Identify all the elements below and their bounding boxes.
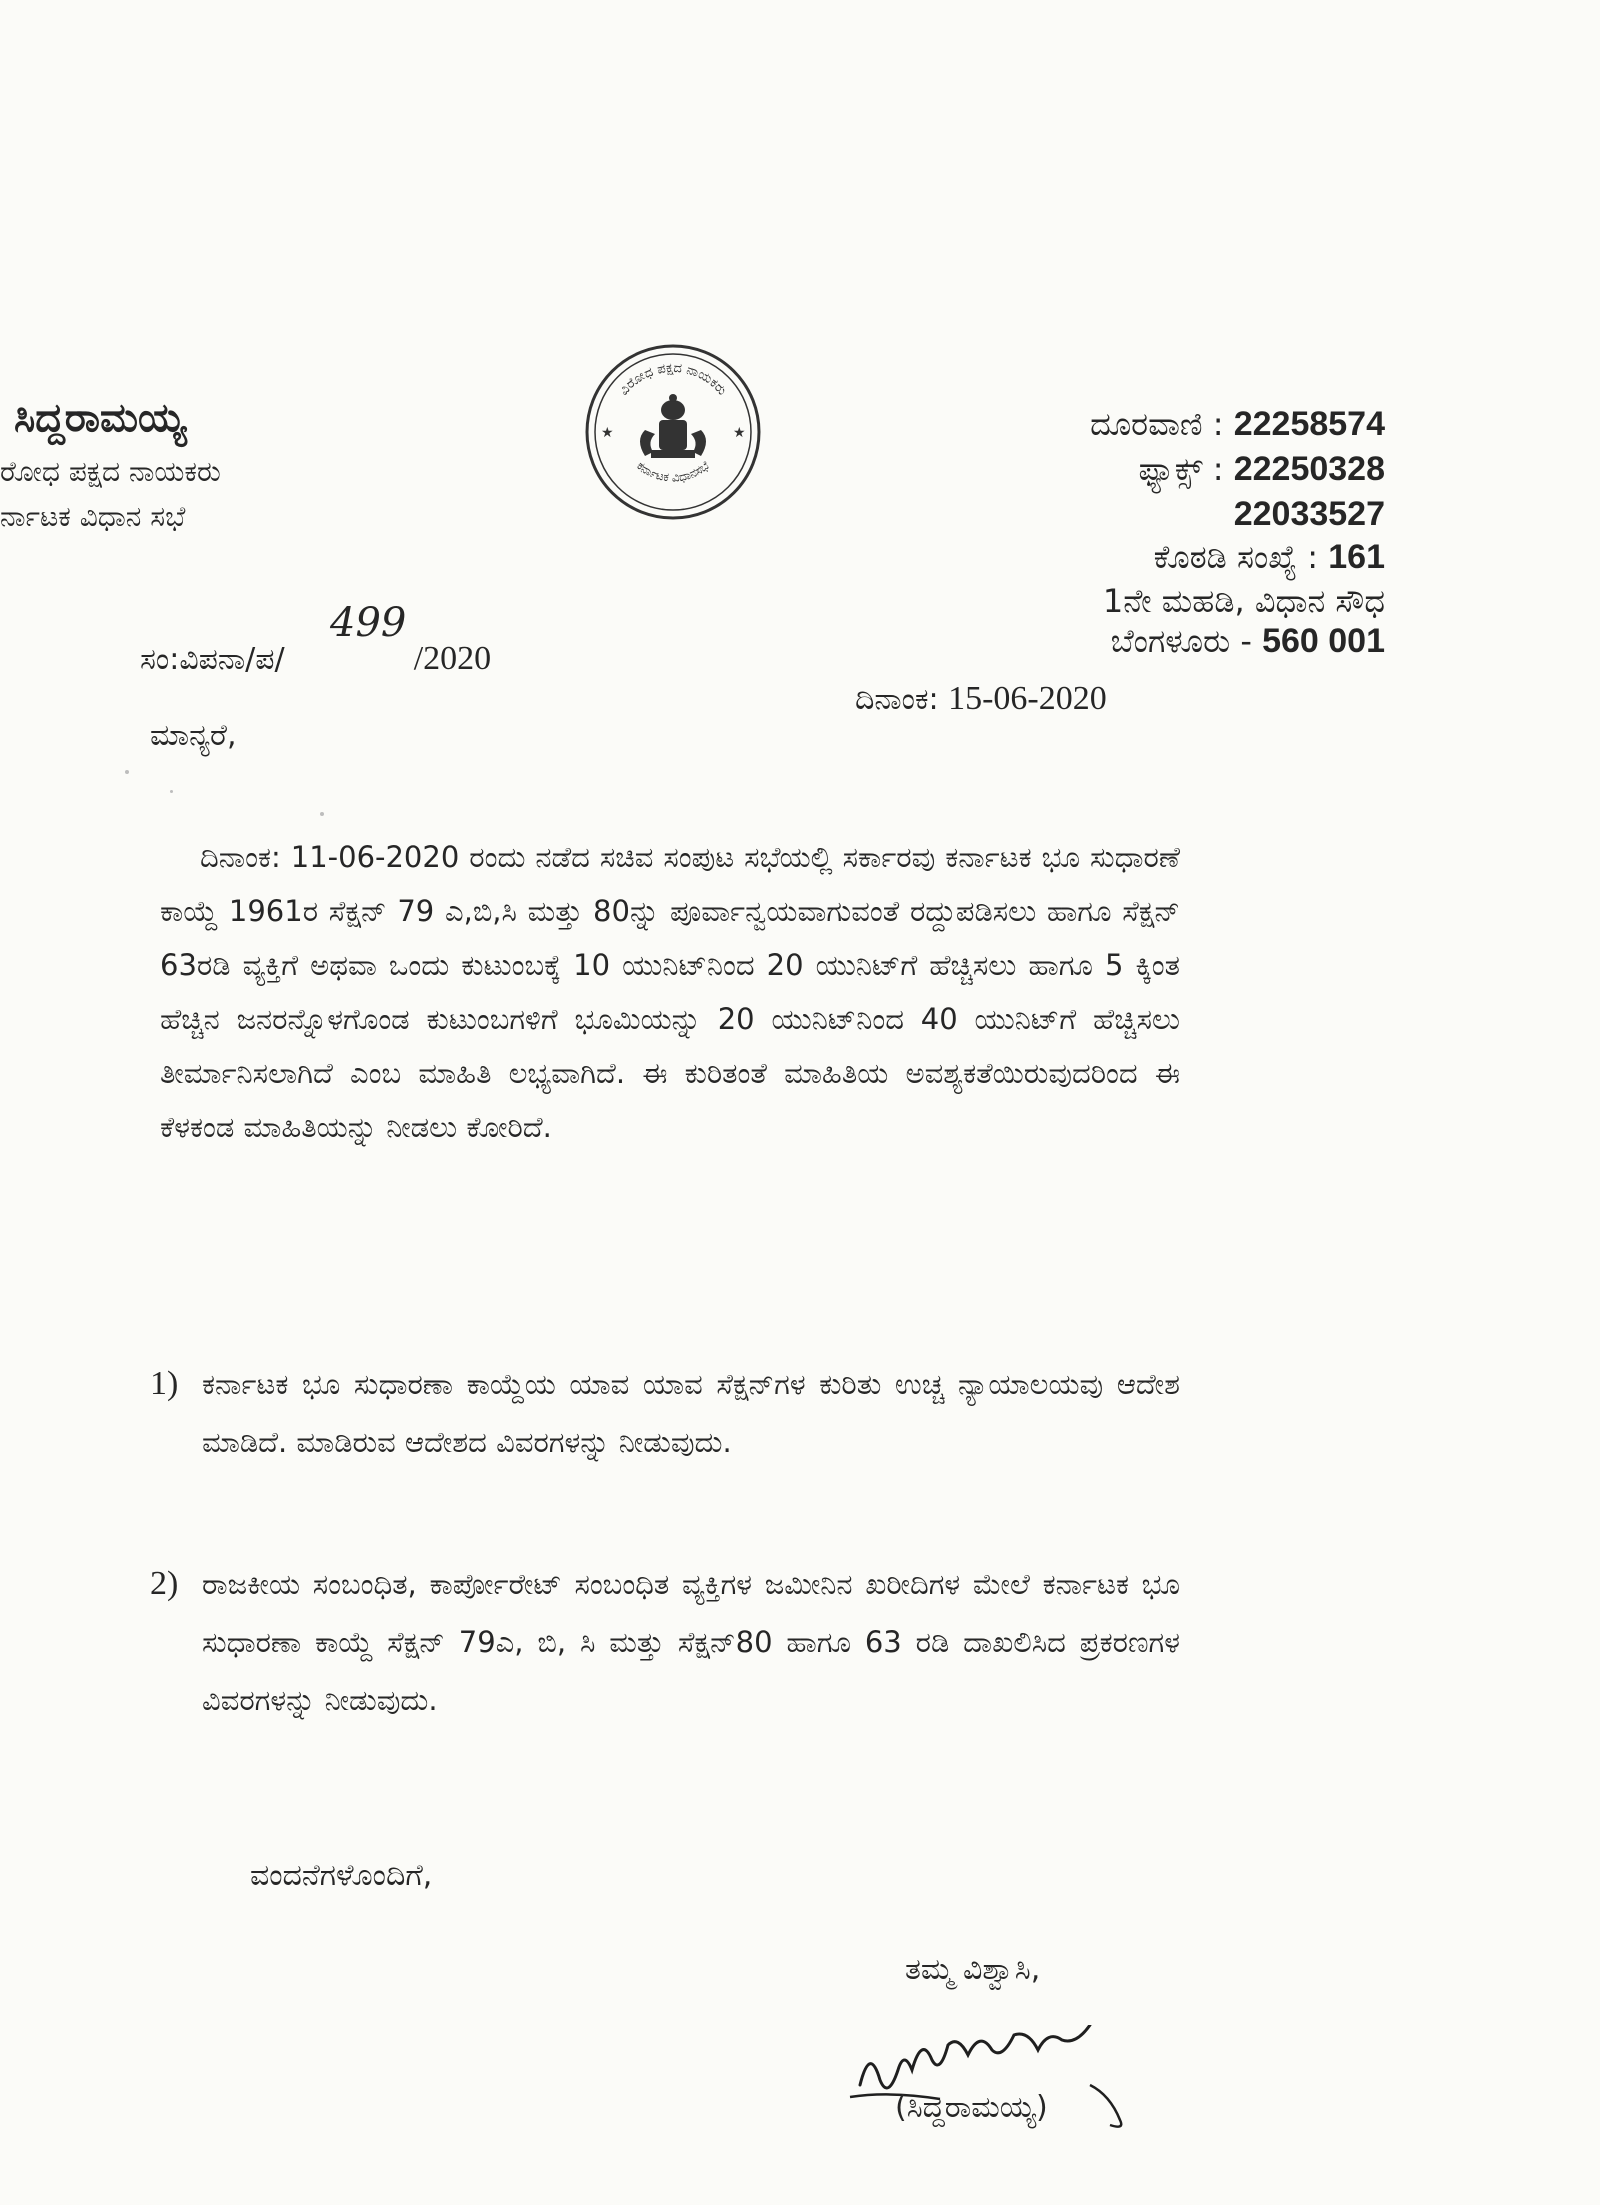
emblem-seal [583, 342, 763, 522]
fax-number-2: 22033527 [1233, 495, 1385, 533]
signatory-name: (ಸಿದ್ದರಾಮಯ್ಯ) [895, 2090, 1048, 2125]
yours-faithfully: ತಮ್ಮ ವಿಶ್ವಾಸಿ, [905, 1952, 1041, 1987]
body-paragraph: ದಿನಾಂಕ: 11-06-2020 ರಂದು ನಡೆದ ಸಚಿವ ಸಂಪುಟ ಸಭೆಯಲ್ಲಿ ಸರ್ಕಾರವು ಕರ್ನಾಟಕ ಭೂ ಸುಧಾರಣೆ ಕಾಯ್ದೆ 1961ರ ಸೆಕ್ಷನ್ 79 ಎ,ಬಿ,ಸಿ ಮತ್ತು 80ನ್ನು ಪೂರ್ವಾನ್ವಯವಾಗುವಂತೆ ರದ್ದುಪಡಿಸಲು ಹಾಗೂ ಸೆಕ್ಷನ್ 63ರಡಿ ವ್ಯಕ್ತಿಗೆ ಅಥವಾ ಒಂದು ಕುಟುಂಬಕ್ಕೆ 10 ಯುನಿಟ್‌ನಿಂದ 20 ಯುನಿಟ್‌ಗೆ ಹೆಚ್ಚಿಸಲು ಹಾಗೂ 5 ಕ್ಕಿಂತ ಹೆಚ್ಚಿನ ಜನರನ್ನೊಳಗೊಂಡ ಕುಟುಂಬಗಳಿಗೆ ಭೂಮಿಯನ್ನು 20 ಯುನಿಟ್‌ನಿಂದ 40 ಯುನಿಟ್‌ಗೆ ಹೆಚ್ಚಿಸಲು ತೀರ್ಮಾನಿಸಲಾಗಿದೆ ಎಂಬ ಮಾಹಿತಿ ಲಭ್ಯವಾಗಿದೆ. ಈ ಕುರಿತಂತೆ ಮಾಹಿತಿಯ ಅವಶ್ಯಕತೆಯಿರುವುದರಿಂದ ಈ ಕೆಳಕಂಡ ಮಾಹಿತಿಯನ್ನು ನೀಡಲು ಕೋರಿದೆ. [160, 840, 1180, 1144]
scan-speck [125, 770, 129, 774]
fax-line-2 [1234, 495, 1385, 534]
phone-line [1090, 405, 1385, 444]
reference-year: /2020 [413, 640, 492, 677]
list-item-text: ರಾಜಕೀಯ ಸಂಬಂಧಿತ, ಕಾರ್ಪೋರೇಟ್ ಸಂಬಂಧಿತ ವ್ಯಕ್ತಿಗಳ ಜಮೀನಿನ ಖರೀದಿಗಳ ಮೇಲೆ ಕರ್ನಾಟಕ ಭೂ ಸುಧಾರಣಾ ಕಾಯ್ದೆ ಸೆಕ್ಷನ್ 79ಎ, ಬಿ, ಸಿ ಮತ್ತು ಸೆಕ್ಷನ್80 ಹಾಗೂ 63 ರಡಿ ದಾಖಲಿಸಿದ ಪ್ರಕರಣಗಳ ವಿವರಗಳನ್ನು ನೀಡುವುದು. [202, 1567, 1180, 1717]
letterhead-name: ಸಿದ್ದರಾಮಯ್ಯ [14, 395, 187, 441]
svg-text:ಕರ್ನಾಟಕ ವಿಧಾನಸಭೆ [634, 458, 712, 484]
room-line [1154, 538, 1385, 577]
pincode: 560 001 [1262, 622, 1385, 660]
phone-label: ದೂರವಾಣಿ : [1090, 405, 1224, 443]
date-value: 15-06-2020 [948, 680, 1107, 717]
seal-text-top: ವಿರೋಧ ಪಕ್ಷದ ನಾಯಕರು [616, 360, 730, 399]
list-item-text: ಕರ್ನಾಟಕ ಭೂ ಸುಧಾರಣಾ ಕಾಯ್ದೆಯ ಯಾವ ಯಾವ ಸೆಕ್ಷನ್‌ಗಳ ಕುರಿತು ಉಚ್ಚ ನ್ಯಾಯಾಲಯವು ಆದೇಶ ಮಾಡಿದೆ. ಮಾಡಿರುವ ಆದೇಶದ ವಿವರಗಳನ್ನು ನೀಡುವುದು. [202, 1367, 1180, 1459]
scan-speck [320, 812, 324, 816]
fax-line [1139, 450, 1385, 489]
svg-text:ವಿರೋಧ ಪಕ್ಷದ ನಾಯಕರು [617, 361, 730, 399]
letterhead-title-line1: ರೋಧ ಪಕ್ಷದ ನಾಯಕರು [0, 455, 221, 488]
fax-number-1: 22250328 [1233, 450, 1385, 488]
seal-star-left: ★ [601, 425, 614, 441]
letter-date [855, 680, 1107, 718]
closing-greeting: ವಂದನೆಗಳೊಂದಿಗೆ, [250, 1858, 433, 1893]
seal-star-right: ★ [733, 425, 746, 441]
floor-line: 1ನೇ ಮಹಡಿ, ವಿಧಾನ ಸೌಧ [1102, 582, 1385, 620]
list-item-number: 2) [150, 1565, 179, 1602]
city-line [1111, 622, 1385, 661]
phone-number: 22258574 [1233, 405, 1385, 443]
reference-number [140, 600, 492, 678]
list-item [150, 1355, 1180, 1471]
letterhead-title-line2: ರ್ನಾಟಕ ವಿಧಾನ ಸಭೆ [0, 500, 186, 533]
reference-prefix: ಸಂ:ವಿಪನಾ/ಪ/ [140, 642, 285, 677]
room-label: ಕೊಠಡಿ ಸಂಖ್ಯೆ : [1153, 538, 1319, 576]
fax-label: ಫ್ಯಾಕ್ಸ್ : [1138, 450, 1224, 488]
salutation: ಮಾನ್ಯರೆ, [150, 718, 237, 753]
reference-handwritten-number: 499 [330, 600, 407, 646]
list-item [150, 1555, 1180, 1729]
city-label: ಬೆಂಗಳೂರು - [1110, 622, 1252, 660]
state-emblem-icon [640, 394, 706, 458]
room-number: 161 [1328, 538, 1385, 576]
seal-text-bottom: ಕರ್ನಾಟಕ ವಿಧಾನಸಭೆ [634, 458, 712, 485]
scan-speck [170, 790, 173, 793]
date-label: ದಿನಾಂಕ: [855, 682, 939, 717]
list-item-number: 1) [150, 1365, 179, 1402]
